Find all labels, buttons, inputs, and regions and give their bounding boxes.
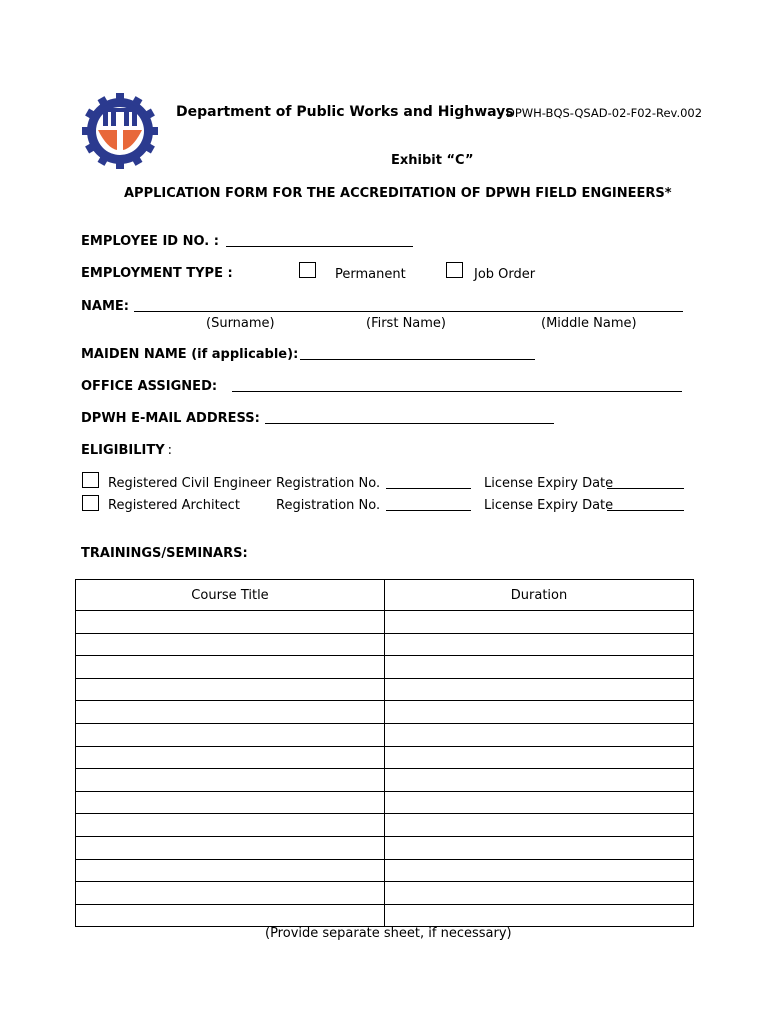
email-label: DPWH E-MAIL ADDRESS: (81, 411, 260, 426)
course-title-cell[interactable] (76, 678, 385, 701)
middle-name-caption: (Middle Name) (541, 316, 637, 331)
duration-cell[interactable] (385, 633, 694, 656)
job-order-checkbox[interactable] (446, 262, 463, 278)
separate-sheet-note: (Provide separate sheet, if necessary) (265, 926, 512, 941)
course-title-cell[interactable] (76, 882, 385, 905)
course-title-cell[interactable] (76, 656, 385, 679)
surname-caption: (Surname) (206, 316, 275, 331)
duration-cell[interactable] (385, 904, 694, 927)
course-title-cell[interactable] (76, 701, 385, 724)
name-field[interactable] (134, 311, 683, 312)
email-field[interactable] (265, 423, 554, 424)
duration-cell[interactable] (385, 656, 694, 679)
duration-cell[interactable] (385, 723, 694, 746)
duration-cell[interactable] (385, 746, 694, 769)
course-title-cell[interactable] (76, 814, 385, 837)
course-title-cell[interactable] (76, 859, 385, 882)
employee-id-label: EMPLOYEE ID NO. : (81, 234, 219, 249)
table-row (76, 656, 694, 679)
table-row (76, 791, 694, 814)
permanent-label: Permanent (335, 267, 406, 282)
eligibility-heading (81, 443, 172, 458)
first-name-caption: (First Name) (366, 316, 446, 331)
trainings-heading: TRAININGS/SEMINARS: (81, 546, 248, 561)
architect-checkbox[interactable] (82, 495, 99, 511)
civil-engineer-registration-field[interactable] (386, 488, 471, 489)
employee-id-field[interactable] (226, 246, 413, 247)
civil-engineer-label: Registered Civil Engineer (108, 476, 272, 491)
course-title-cell[interactable] (76, 791, 385, 814)
duration-cell[interactable] (385, 859, 694, 882)
table-row (76, 633, 694, 656)
maiden-name-field[interactable] (300, 359, 535, 360)
job-order-label: Job Order (474, 267, 536, 282)
form-title: APPLICATION FORM FOR THE ACCREDITATION OF DPWH FIELD ENGINEERS* (124, 186, 672, 201)
course-title-cell[interactable] (76, 904, 385, 927)
table-row (76, 611, 694, 634)
eligibility-label: ELIGIBILITY (81, 443, 165, 458)
table-row (76, 746, 694, 769)
course-title-cell[interactable] (76, 633, 385, 656)
trainings-table (75, 579, 694, 927)
table-row (76, 904, 694, 927)
table-row (76, 678, 694, 701)
table-row (76, 859, 694, 882)
table-row (76, 769, 694, 792)
civil-engineer-expiry-label: License Expiry Date (484, 476, 614, 491)
duration-cell[interactable] (385, 678, 694, 701)
table-header-row (76, 580, 694, 611)
department-name: Department of Public Works and Highways (176, 104, 514, 120)
office-assigned-label: OFFICE ASSIGNED: (81, 379, 218, 394)
architect-registration-label: Registration No. (276, 498, 381, 513)
document-code: DPWH-BQS-QSAD-02-F02-Rev.002 (506, 106, 703, 120)
architect-expiry-label: License Expiry Date (484, 498, 614, 513)
maiden-name-label: MAIDEN NAME (if applicable): (81, 347, 299, 362)
table-row (76, 882, 694, 905)
architect-expiry-field[interactable] (607, 510, 684, 511)
table-row (76, 836, 694, 859)
architect-registration-field[interactable] (386, 510, 471, 511)
course-title-cell[interactable] (76, 769, 385, 792)
table-row (76, 723, 694, 746)
course-title-cell[interactable] (76, 611, 385, 634)
duration-cell[interactable] (385, 701, 694, 724)
duration-cell[interactable] (385, 836, 694, 859)
eligibility-colon: : (167, 443, 173, 458)
office-assigned-field[interactable] (232, 391, 682, 392)
duration-cell[interactable] (385, 814, 694, 837)
exhibit-label: Exhibit “C” (391, 153, 474, 168)
architect-label: Registered Architect (108, 498, 240, 513)
course-title-cell[interactable] (76, 836, 385, 859)
table-row (76, 814, 694, 837)
civil-engineer-checkbox[interactable] (82, 472, 99, 488)
civil-engineer-expiry-field[interactable] (607, 488, 684, 489)
duration-cell[interactable] (385, 769, 694, 792)
civil-engineer-registration-label: Registration No. (276, 476, 381, 491)
course-title-header: Course Title (76, 580, 385, 611)
employment-type-label: EMPLOYMENT TYPE : (81, 266, 233, 281)
duration-header: Duration (385, 580, 694, 611)
duration-cell[interactable] (385, 611, 694, 634)
course-title-cell[interactable] (76, 746, 385, 769)
table-row (76, 701, 694, 724)
course-title-cell[interactable] (76, 723, 385, 746)
duration-cell[interactable] (385, 882, 694, 905)
duration-cell[interactable] (385, 791, 694, 814)
permanent-checkbox[interactable] (299, 262, 316, 278)
name-label: NAME: (81, 299, 129, 314)
dpwh-seal-icon (81, 92, 159, 170)
